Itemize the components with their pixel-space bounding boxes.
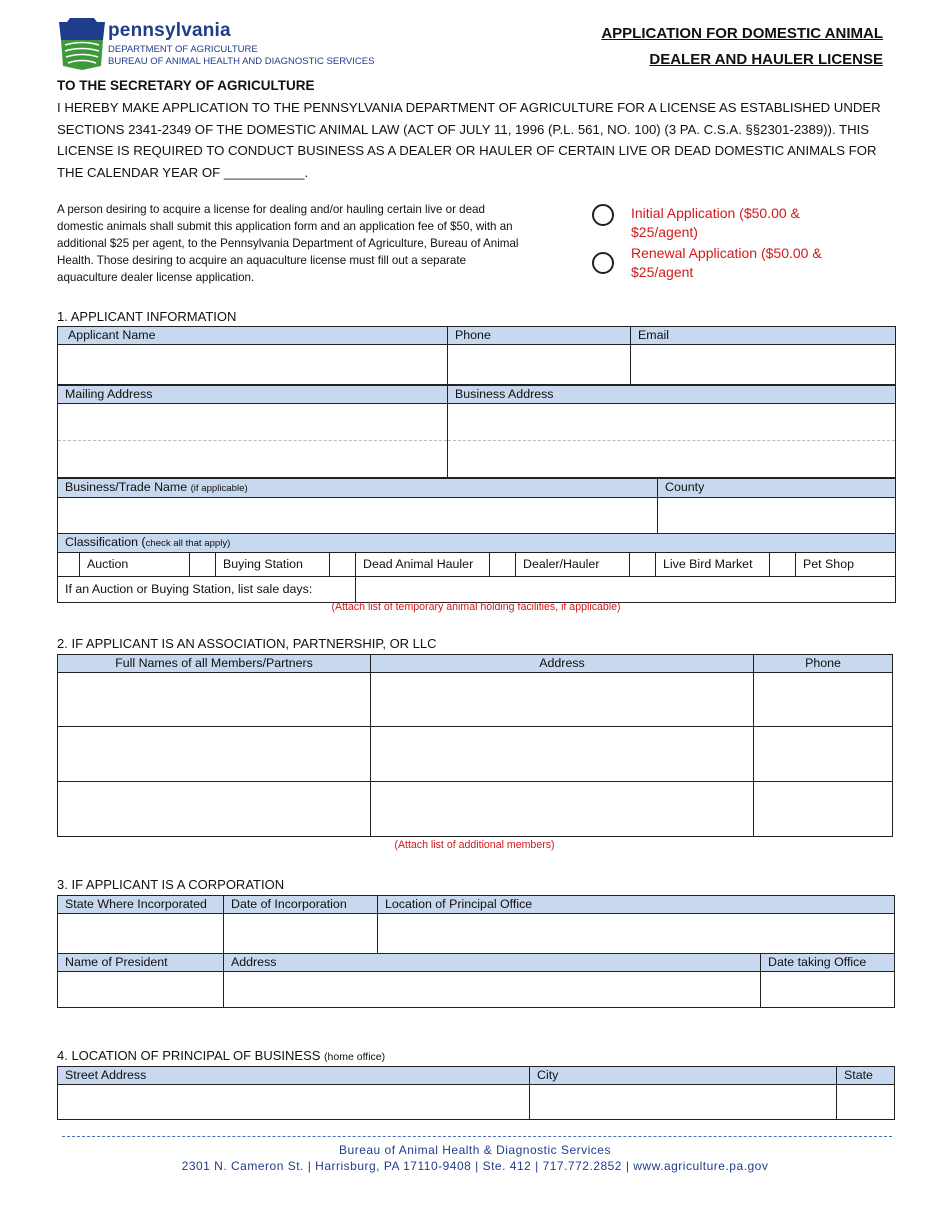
secretary-heading: TO THE SECRETARY OF AGRICULTURE xyxy=(57,78,315,93)
state-incorporated-label: State Where Incorporated xyxy=(58,896,224,914)
sale-days-label: If an Auction or Buying Station, list sale days: xyxy=(58,577,356,603)
footer-contact: 2301 N. Cameron St. | Harrisburg, PA 17110-9408 | Ste. 412 | 717.772.2852 | www.agriculture.pa.gov xyxy=(181,1159,769,1173)
state-incorporated-field[interactable] xyxy=(58,914,224,954)
member-phone-field[interactable] xyxy=(754,727,893,782)
members-names-header: Full Names of all Members/Partners xyxy=(58,655,371,673)
auction-checkbox[interactable] xyxy=(58,553,80,577)
trade-name-label: Business/Trade Name (if applicable) xyxy=(58,479,658,498)
county-label: County xyxy=(658,479,896,498)
state-label: State xyxy=(837,1067,895,1085)
president-address-field[interactable] xyxy=(224,972,761,1008)
member-address-field[interactable] xyxy=(371,673,754,727)
date-incorporation-field[interactable] xyxy=(224,914,378,954)
date-incorporation-label: Date of Incorporation xyxy=(224,896,378,914)
dealer-hauler-label: Dealer/Hauler xyxy=(516,553,630,577)
section3-title: 3. IF APPLICANT IS A CORPORATION xyxy=(57,877,285,892)
applicant-name-field[interactable] xyxy=(58,345,448,385)
initial-application-label: Initial Application ($50.00 & $25/agent) xyxy=(631,205,800,240)
principal-office-field[interactable] xyxy=(378,914,895,954)
member-phone-field[interactable] xyxy=(754,673,893,727)
table-row xyxy=(58,727,893,782)
pet-shop-checkbox[interactable] xyxy=(770,553,796,577)
form-title-line2: DEALER AND HAULER LICENSE xyxy=(649,51,883,68)
live-bird-market-checkbox[interactable] xyxy=(630,553,656,577)
buying-station-label: Buying Station xyxy=(216,553,330,577)
sale-days-field[interactable] xyxy=(356,577,896,603)
live-bird-market-label: Live Bird Market xyxy=(656,553,770,577)
footer-divider xyxy=(62,1136,892,1137)
trade-name-table xyxy=(57,478,896,534)
dead-animal-hauler-label: Dead Animal Hauler xyxy=(356,553,490,577)
applicant-info-table xyxy=(57,326,896,385)
phone-field[interactable] xyxy=(448,345,631,385)
date-office-label: Date taking Office xyxy=(761,954,895,972)
phone-label: Phone xyxy=(448,327,631,345)
business-address-line2[interactable] xyxy=(448,441,896,478)
street-address-field[interactable] xyxy=(58,1085,530,1120)
trade-name-field[interactable] xyxy=(58,498,658,534)
dead-animal-hauler-checkbox[interactable] xyxy=(330,553,356,577)
president-name-label: Name of President xyxy=(58,954,224,972)
city-field[interactable] xyxy=(530,1085,837,1120)
business-address-line1[interactable] xyxy=(448,404,896,441)
member-name-field[interactable] xyxy=(58,727,371,782)
license-description: A person desiring to acquire a license for dealing and/or hauling certain live or dead domestic animals shall submit this application form and an application fee of $50, with an additional $25 per agent, to the Pennsylvania Department of Agriculture, Bureau of Animal Health. Those desiring to acquire an aquaculture license must fill out a separate aquaculture dealer license application. xyxy=(57,203,519,284)
state-field[interactable] xyxy=(837,1085,895,1120)
mailing-address-label: Mailing Address xyxy=(58,386,448,404)
logo-bureau: BUREAU OF ANIMAL HEALTH AND DIAGNOSTIC SERVICES xyxy=(108,56,375,67)
additional-members-note: (Attach list of additional members) xyxy=(394,839,555,851)
email-field[interactable] xyxy=(631,345,896,385)
classification-table xyxy=(57,533,896,603)
table-row xyxy=(58,673,893,727)
dealer-hauler-checkbox[interactable] xyxy=(490,553,516,577)
corporation-table xyxy=(57,895,895,1008)
president-name-field[interactable] xyxy=(58,972,224,1008)
initial-application-radio[interactable] xyxy=(592,204,614,226)
president-address-label: Address xyxy=(224,954,761,972)
applicant-name-label: Applicant Name xyxy=(58,327,448,345)
member-address-field[interactable] xyxy=(371,727,754,782)
section4-title: 4. LOCATION OF PRINCIPAL OF BUSINESS (home office) xyxy=(57,1048,386,1063)
pet-shop-label: Pet Shop xyxy=(796,553,896,577)
street-address-label: Street Address xyxy=(58,1067,530,1085)
renewal-application-label: Renewal Application ($50.00 & $25/agent xyxy=(631,245,822,280)
principal-office-label: Location of Principal Office xyxy=(378,896,895,914)
holding-facilities-note: (Attach list of temporary animal holding facilities, if applicable) xyxy=(331,601,621,613)
business-address-label: Business Address xyxy=(448,386,896,404)
member-name-field[interactable] xyxy=(58,673,371,727)
auction-label: Auction xyxy=(80,553,190,577)
members-table xyxy=(57,654,893,837)
members-address-header: Address xyxy=(371,655,754,673)
renewal-application-radio[interactable] xyxy=(592,252,614,274)
mailing-address-line1[interactable] xyxy=(58,404,448,441)
date-office-field[interactable] xyxy=(761,972,895,1008)
county-field[interactable] xyxy=(658,498,896,534)
section2-title: 2. IF APPLICANT IS AN ASSOCIATION, PARTNERSHIP, OR LLC xyxy=(57,636,437,651)
city-label: City xyxy=(530,1067,837,1085)
members-phone-header: Phone xyxy=(754,655,893,673)
member-name-field[interactable] xyxy=(58,782,371,837)
initial-application-option[interactable] xyxy=(592,204,800,240)
table-row xyxy=(58,782,893,837)
footer-bureau: Bureau of Animal Health & Diagnostic Services xyxy=(339,1143,611,1157)
section1-title: 1. APPLICANT INFORMATION xyxy=(57,309,237,324)
member-address-field[interactable] xyxy=(371,782,754,837)
keystone-logo-icon xyxy=(57,18,107,70)
buying-station-checkbox[interactable] xyxy=(190,553,216,577)
logo-department: DEPARTMENT OF AGRICULTURE xyxy=(108,44,258,55)
member-phone-field[interactable] xyxy=(754,782,893,837)
address-table xyxy=(57,385,896,478)
form-title-line1: APPLICATION FOR DOMESTIC ANIMAL xyxy=(601,25,883,42)
intro-text: I HEREBY MAKE APPLICATION TO THE PENNSYLVANIA DEPARTMENT OF AGRICULTURE FOR A LICENSE AS ESTABLISHED UNDER SECTIONS 2341-2349 OF THE DOMESTIC ANIMAL LAW (ACT OF JULY 11, 1996 (P.L. 561, NO. 100) (3 PA. C.S.A. §§2301-2389)). THIS LICENSE IS REQUIRED TO CONDUCT BUSINESS AS A DEALER OR HAULER OF CERTAIN LIVE OR DEAD DOMESTIC ANIMALS FOR THE CALENDAR YEAR OF ___________. xyxy=(57,100,881,180)
email-label: Email xyxy=(631,327,896,345)
principal-location-table xyxy=(57,1066,895,1120)
mailing-address-line2[interactable] xyxy=(58,441,448,478)
logo-wordmark: pennsylvania xyxy=(108,20,231,41)
renewal-application-option[interactable] xyxy=(592,245,822,280)
classification-label: Classification (check all that apply) xyxy=(58,534,896,553)
